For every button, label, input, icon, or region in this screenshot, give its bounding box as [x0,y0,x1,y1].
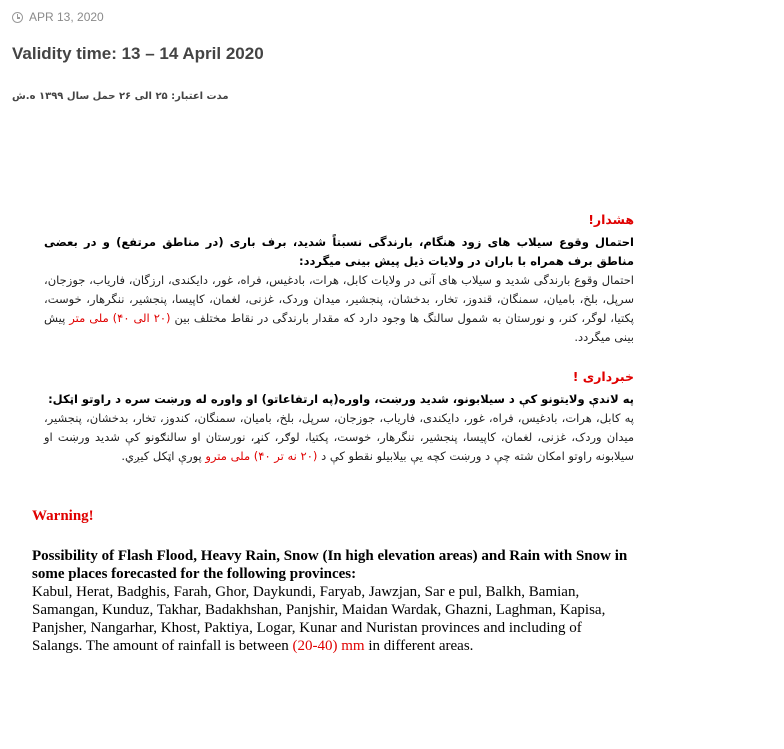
pashto-warning-body [44,409,634,466]
dari-warning-lead: احتمال وقوع سیلاب های زود هنگام، بارندگی نسبتاً شدید، برف باری (در مناطق مرتفع) و در بعضی مناطق برف همراه با باران در ولایات ذیل پیش بینی میگردد: [44,235,634,268]
dari-body-end: پیش بینی میگردد. [44,311,634,344]
pashto-body-text: په کابل، هرات، بادغیس، فراه، غور، دایکندی، فاریاب، جوزجان، سرپل، بلخ، بامیان، سمنگان، کندوز، تخار، بدخشان، پنجشیر، میدان وردک، غزنی، لغمان، کاپیسا، پنجشیر، ننگرهار، خوست، پکتیا، لوګر، کنړ، نورستان او سالنګونو کې شدید ورښت او سیلابونه راوتو امکان شته چې د ورښت کچه یې بیلابیلو نقطو کې د [44,411,634,463]
english-warning-section [32,508,632,655]
post-date [12,10,104,24]
english-warning-lead: Possibility of Flash Flood, Heavy Rain, Snow (In high elevation areas) and Rain with Snow in some places forecasted for the following provinces: [32,548,628,582]
pashto-warning-lead: په لاندې ولایتونو کې د سیلابونو، شدید ورښت، واوره(په ارتفاعاتو) او واوره له ورښت سره د راوتو اټکل: [48,392,634,406]
english-rain-amount: (20-40) mm [292,638,365,654]
pashto-warning-heading: خبرداری ! [572,369,634,384]
pashto-warning-section [44,367,634,466]
pashto-body-end: پورې اټکل کیږي. [121,449,202,463]
english-body-text: Kabul, Herat, Badghis, Farah, Ghor, Daykundi, Faryab, Jawzjan, Sar e pul, Balkh, Bamian, Samangan, Kunduz, Takhar, Badakhshan, Panjshir, Maidan Wardak, Ghazni, Laghman, Kapisa, Panjsher, Nangarhar, Khost, Paktiya, Logar, Kunar and Nuristan provinces and including of Salangs. The amount of rainfall is between [32,584,606,654]
dari-body-text: احتمال وقوع بارندگی شدید و سیلاب های آنی در ولایات کابل، هرات، بادغیس، فراه، غور، دایکندی، ارزگان، فاریاب، جوزجان، سرپل، بلخ، بامیان، سمنگان، قندوز، تخار، بدخشان، پنجشیر، میدان وردک، غزنی، لغمان، کاپیسا، پنجشیر، ننگرهار، خوست، پکتیا، لوگر، کنر، و نورستان به شمول سالنگ ها وجود دارد که مقدار بارندگی در نقاط مختلف بین [44,273,634,325]
english-warning-body [32,583,632,655]
validity-time-dari: مدت اعتبار: ۲۵ الی ۲۶ حمل سال ۱۳۹۹ ه.ش [12,91,229,102]
english-warning-heading: Warning! [32,508,94,524]
page-title: Validity time: 13 – 14 April 2020 [12,44,264,63]
pashto-rain-amount: (۲۰ نه تر ۴۰) ملی مترو [205,449,318,463]
dari-warning-heading: هشدار! [588,212,634,227]
english-body-end: in different areas. [368,638,474,654]
dari-warning-body [44,271,634,347]
dari-warning-section [44,210,634,347]
post-date-text: APR 13, 2020 [29,10,104,24]
dari-rain-amount: (۲۰ الی ۴۰) ملی متر [69,311,171,325]
clock-icon [12,12,23,23]
